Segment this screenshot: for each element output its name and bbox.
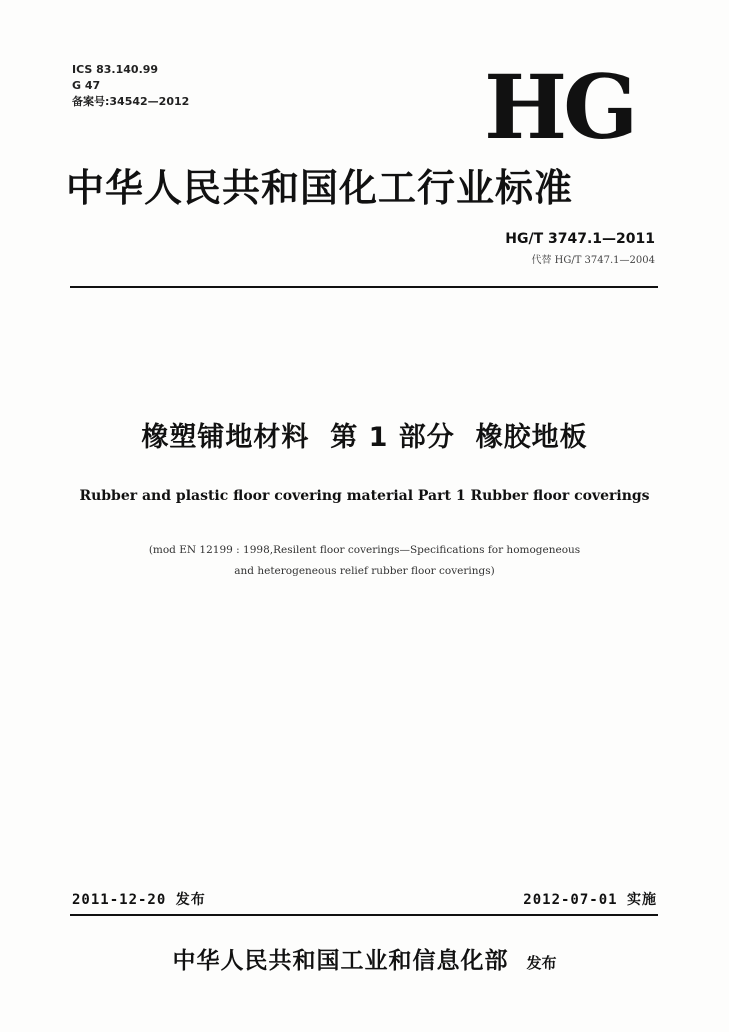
modification-note-line-2: and heterogeneous relief rubber floor coverings) [234,565,495,577]
publisher-name: 中华人民共和国工业和信息化部 [172,947,509,974]
modification-note-line-1: (mod EN 12199 : 1998,Resilent floor coverings—Specifications for homogeneous [148,544,581,556]
modification-note [0,540,729,582]
ccs-code: G 47 [72,79,101,92]
top-divider [70,286,658,288]
publisher-suffix: 发布 [526,954,557,972]
standard-number: HG/T 3747.1—2011 [505,231,655,247]
implementation-date: 2012-07-01 实施 [523,892,657,908]
publisher-line [0,946,729,978]
filing-number: 备案号:34542—2012 [72,95,190,108]
document-title-english: Rubber and plastic floor covering material Part 1 Rubber floor coverings [79,488,650,504]
document-title-chinese: 橡塑铺地材料 第 1 部分 橡胶地板 [141,422,588,453]
issue-date: 2011-12-20 发布 [72,892,206,908]
standard-category-title: 中华人民共和国化工行业标准 [66,165,574,210]
hg-logo: HG [484,55,635,159]
ics-code: ICS 83.140.99 [72,63,159,76]
replaces-standard: 代替 HG/T 3747.1—2004 [531,255,655,266]
classification-block [72,62,189,110]
bottom-divider [70,914,658,916]
